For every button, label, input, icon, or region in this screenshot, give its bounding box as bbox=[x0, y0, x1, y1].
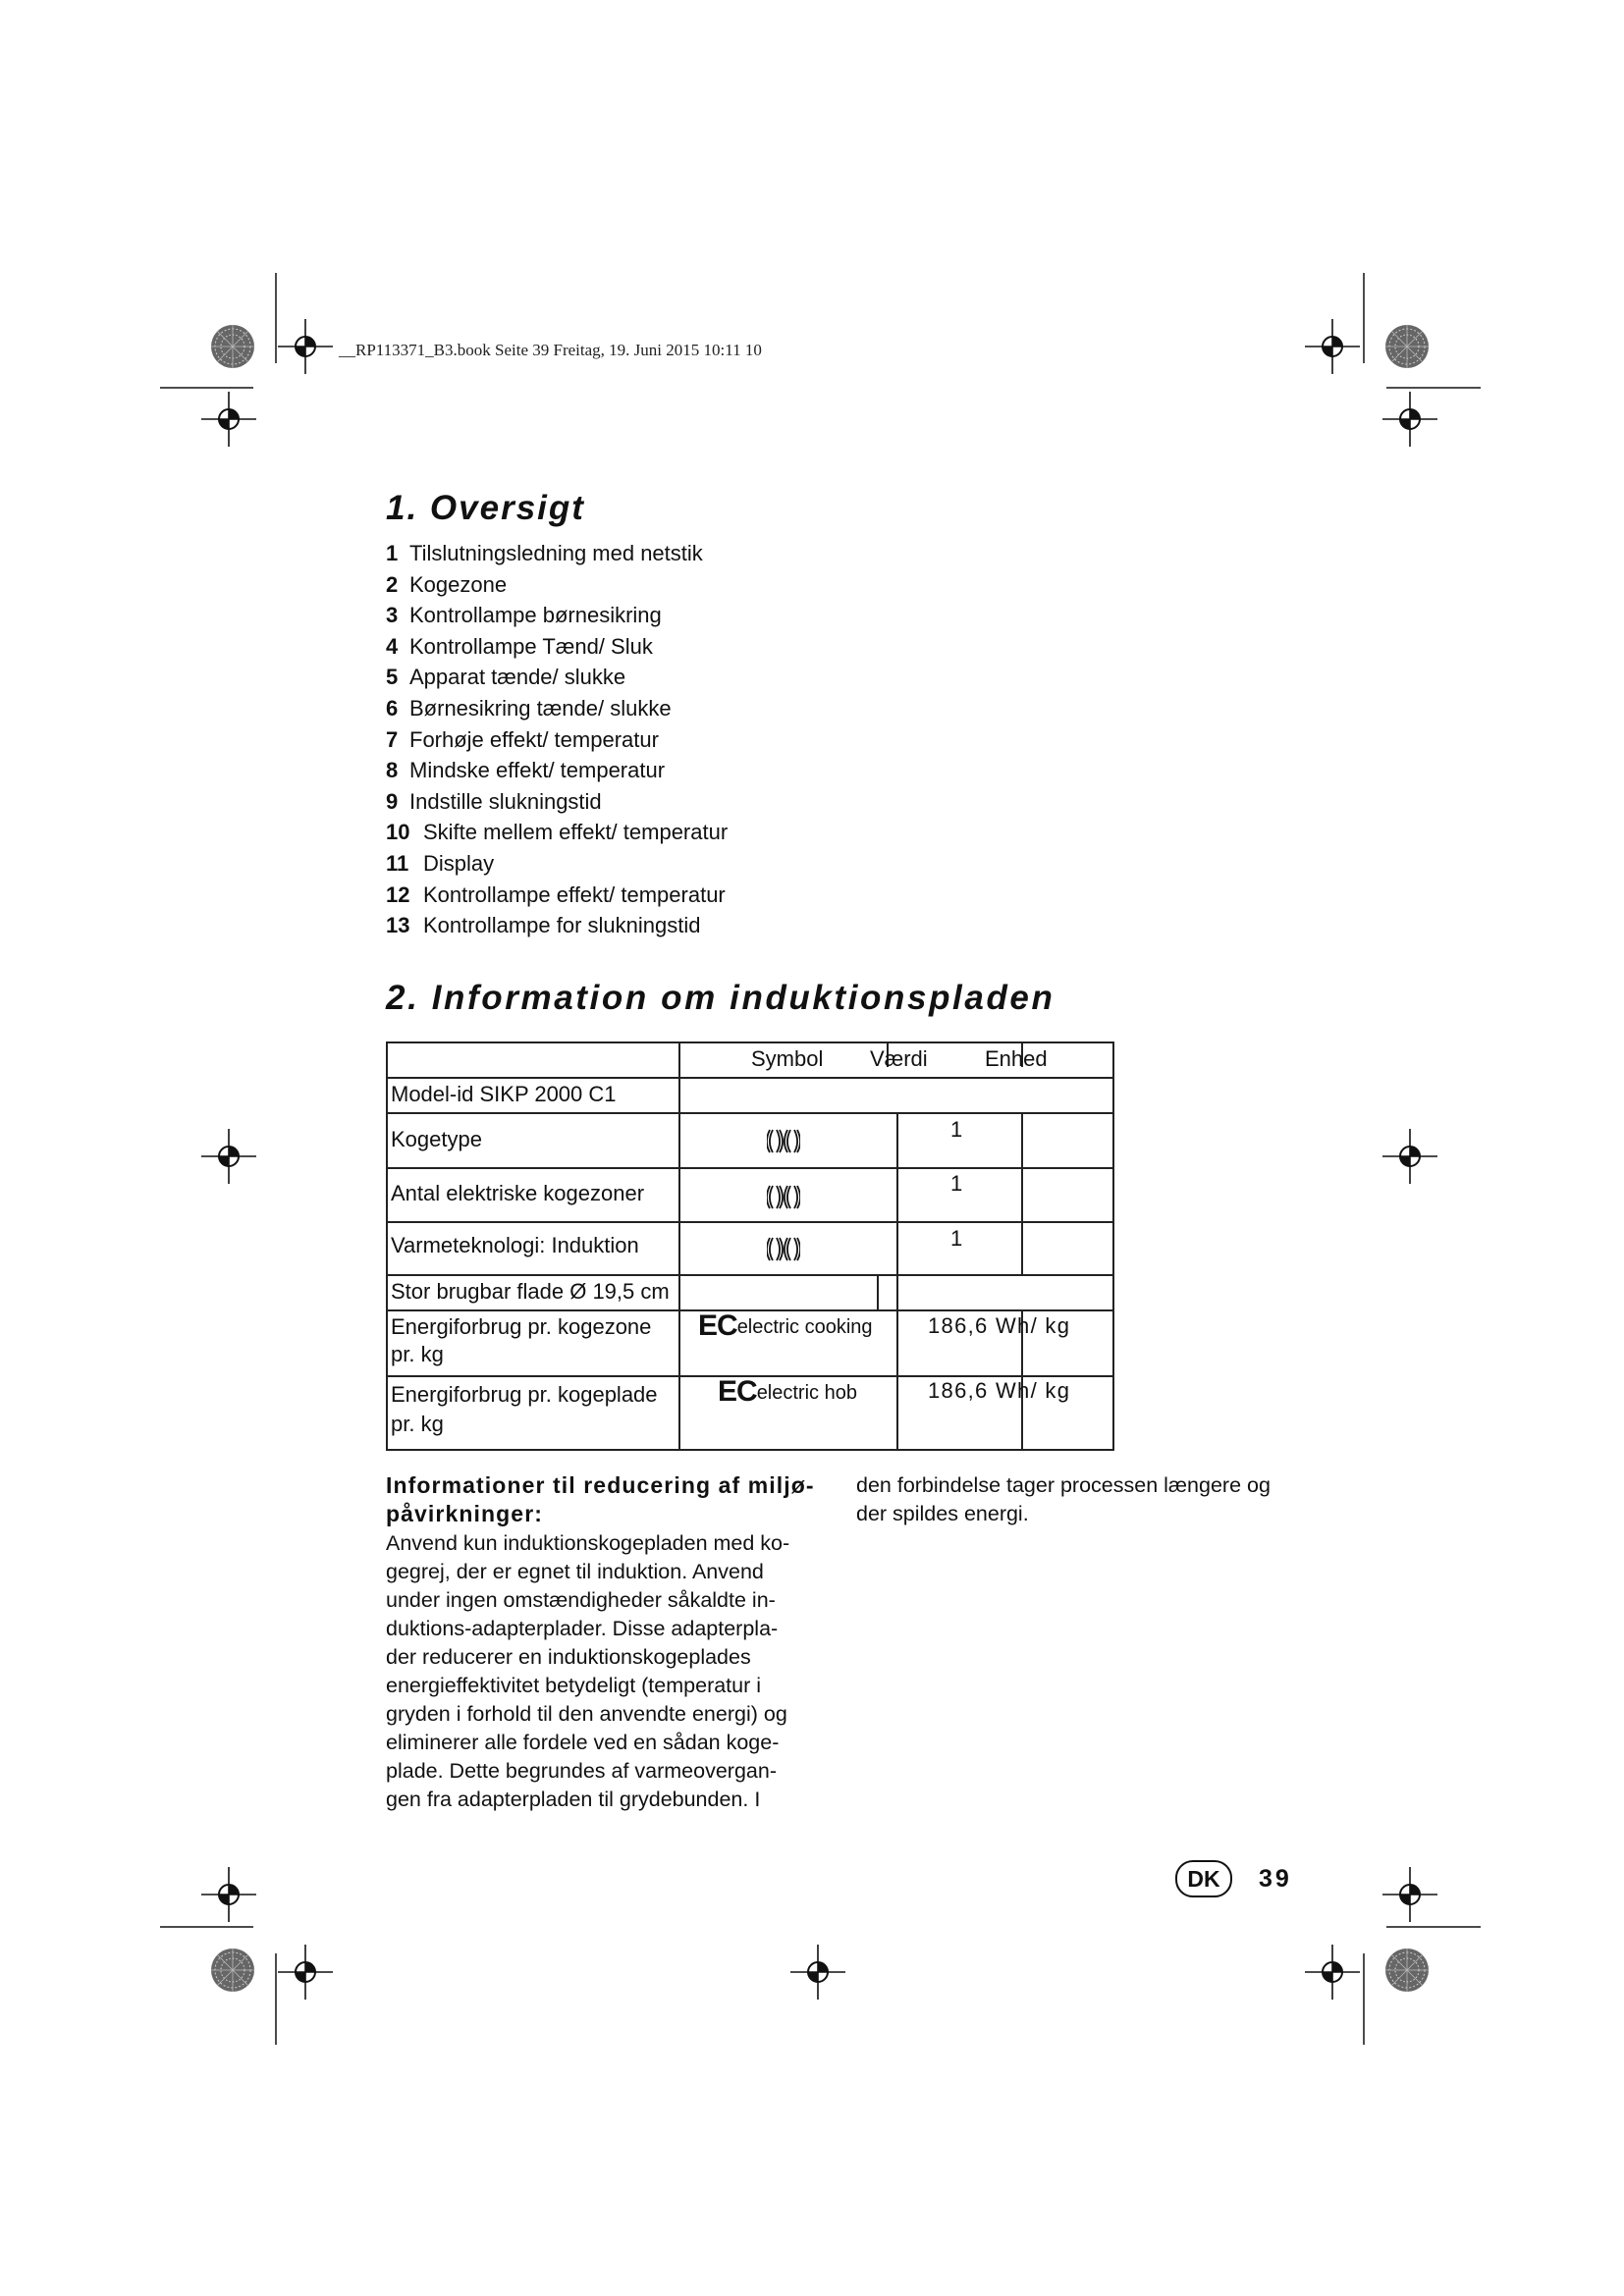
part-item: 2 Kogezone bbox=[386, 571, 508, 597]
part-item: 6 Børnesikring tænde/ slukke bbox=[386, 695, 672, 721]
part-item: 1 Tilslutningsledning med netstik bbox=[386, 541, 703, 565]
header-unit: Enhed bbox=[985, 1046, 1048, 1071]
part-item: 11 Display bbox=[386, 850, 495, 876]
header-symbol: Symbol bbox=[751, 1046, 824, 1071]
part-item: 5 Apparat tænde/ slukke bbox=[386, 665, 626, 690]
paragraph-line: der spildes energi. bbox=[856, 1502, 1029, 1525]
env-paragraph-left bbox=[386, 1529, 830, 1814]
energy-zone-label-1: Energiforbrug pr. kogezone bbox=[391, 1314, 652, 1339]
print-slug: __RP113371_B3.book Seite 39 Freitag, 19. Juni 2015 10:11 10 bbox=[339, 341, 762, 359]
paragraph-line: gegrej, der er egnet til induktion. Anvend bbox=[386, 1560, 764, 1583]
energy-zone-value: 186,6 Wh/ kg bbox=[928, 1313, 1071, 1338]
part-item: 8 Mindske effekt/ temperatur bbox=[386, 758, 666, 783]
ec-logo: EC bbox=[698, 1309, 737, 1342]
ec-logo: EC bbox=[718, 1375, 757, 1408]
row-usable-surface: Stor brugbar flade Ø 19,5 cm bbox=[391, 1279, 670, 1304]
row-cooking-type: Kogetype bbox=[391, 1127, 482, 1151]
induction-coil-icon bbox=[767, 1126, 800, 1155]
row-heating-tech: Varmeteknologi: Induktion bbox=[391, 1233, 639, 1257]
env-subheading: Informationer til reducering af miljø- påvirkninger: bbox=[386, 1472, 815, 1526]
page-number: 39 bbox=[1259, 1865, 1292, 1893]
part-item: 4 Kontrollampe Tænd/ Sluk bbox=[386, 633, 653, 659]
part-item: 3 Kontrollampe børnesikring bbox=[386, 603, 662, 628]
paragraph-line: gen fra adapterpladen til grydebunden. I bbox=[386, 1788, 761, 1811]
section-1-heading: 1. Oversigt bbox=[386, 489, 585, 527]
parts-list bbox=[386, 538, 1073, 941]
paragraph-line: Anvend kun induktionskogepladen med ko- bbox=[386, 1531, 790, 1555]
ec-electric-cooking: ECelectric cooking bbox=[698, 1309, 873, 1342]
section-2-heading: 2. Information om induktionspladen bbox=[386, 979, 1056, 1017]
row-heating-tech-value: 1 bbox=[950, 1226, 963, 1251]
language-badge: DK bbox=[1175, 1860, 1232, 1897]
induction-coil-icon bbox=[767, 1182, 800, 1211]
energy-hob-label-1: Energiforbrug pr. kogeplade bbox=[391, 1382, 658, 1407]
induction-coil-icon bbox=[767, 1234, 800, 1263]
specs-table bbox=[386, 1041, 1114, 1451]
part-item: 7 Forhøje effekt/ temperatur bbox=[386, 726, 659, 752]
paragraph-line: under ingen omstændigheder såkaldte in- bbox=[386, 1588, 776, 1612]
model-id: Model-id SIKP 2000 C1 bbox=[391, 1082, 617, 1106]
row-cooking-zones: Antal elektriske kogezoner bbox=[391, 1181, 645, 1205]
paragraph-line: der reducerer en induktionskogeplades bbox=[386, 1645, 751, 1669]
energy-hob-label-2: pr. kg bbox=[391, 1412, 444, 1436]
paragraph-line: gryden i forhold til den anvendte energi) og bbox=[386, 1702, 787, 1726]
row-cooking-zones-value: 1 bbox=[950, 1171, 963, 1196]
header-value: Værdi bbox=[870, 1046, 928, 1071]
paragraph-line: energieffektivitet betydeligt (temperatur i bbox=[386, 1674, 762, 1697]
env-paragraph-right bbox=[856, 1471, 1303, 1528]
paragraph-line: plade. Dette begrundes af varmeovergan- bbox=[386, 1759, 777, 1783]
part-item: 10 Skifte mellem effekt/ temperatur bbox=[386, 820, 729, 845]
row-cooking-type-value: 1 bbox=[950, 1117, 963, 1142]
paragraph-line: den forbindelse tager processen længere og bbox=[856, 1473, 1271, 1497]
energy-hob-value: 186,6 Wh/ kg bbox=[928, 1378, 1071, 1403]
part-item: 12 Kontrollampe effekt/ temperatur bbox=[386, 881, 726, 907]
energy-zone-label-2: pr. kg bbox=[391, 1342, 444, 1366]
paragraph-line: duktions-adapterplader. Disse adapterpla- bbox=[386, 1617, 779, 1640]
paragraph-line: eliminerer alle fordele ved en sådan koge- bbox=[386, 1731, 780, 1754]
part-item: 9 Indstille slukningstid bbox=[386, 788, 602, 814]
ec-electric-hob: ECelectric hob bbox=[718, 1375, 857, 1408]
part-item: 13 Kontrollampe for slukningstid bbox=[386, 913, 701, 938]
